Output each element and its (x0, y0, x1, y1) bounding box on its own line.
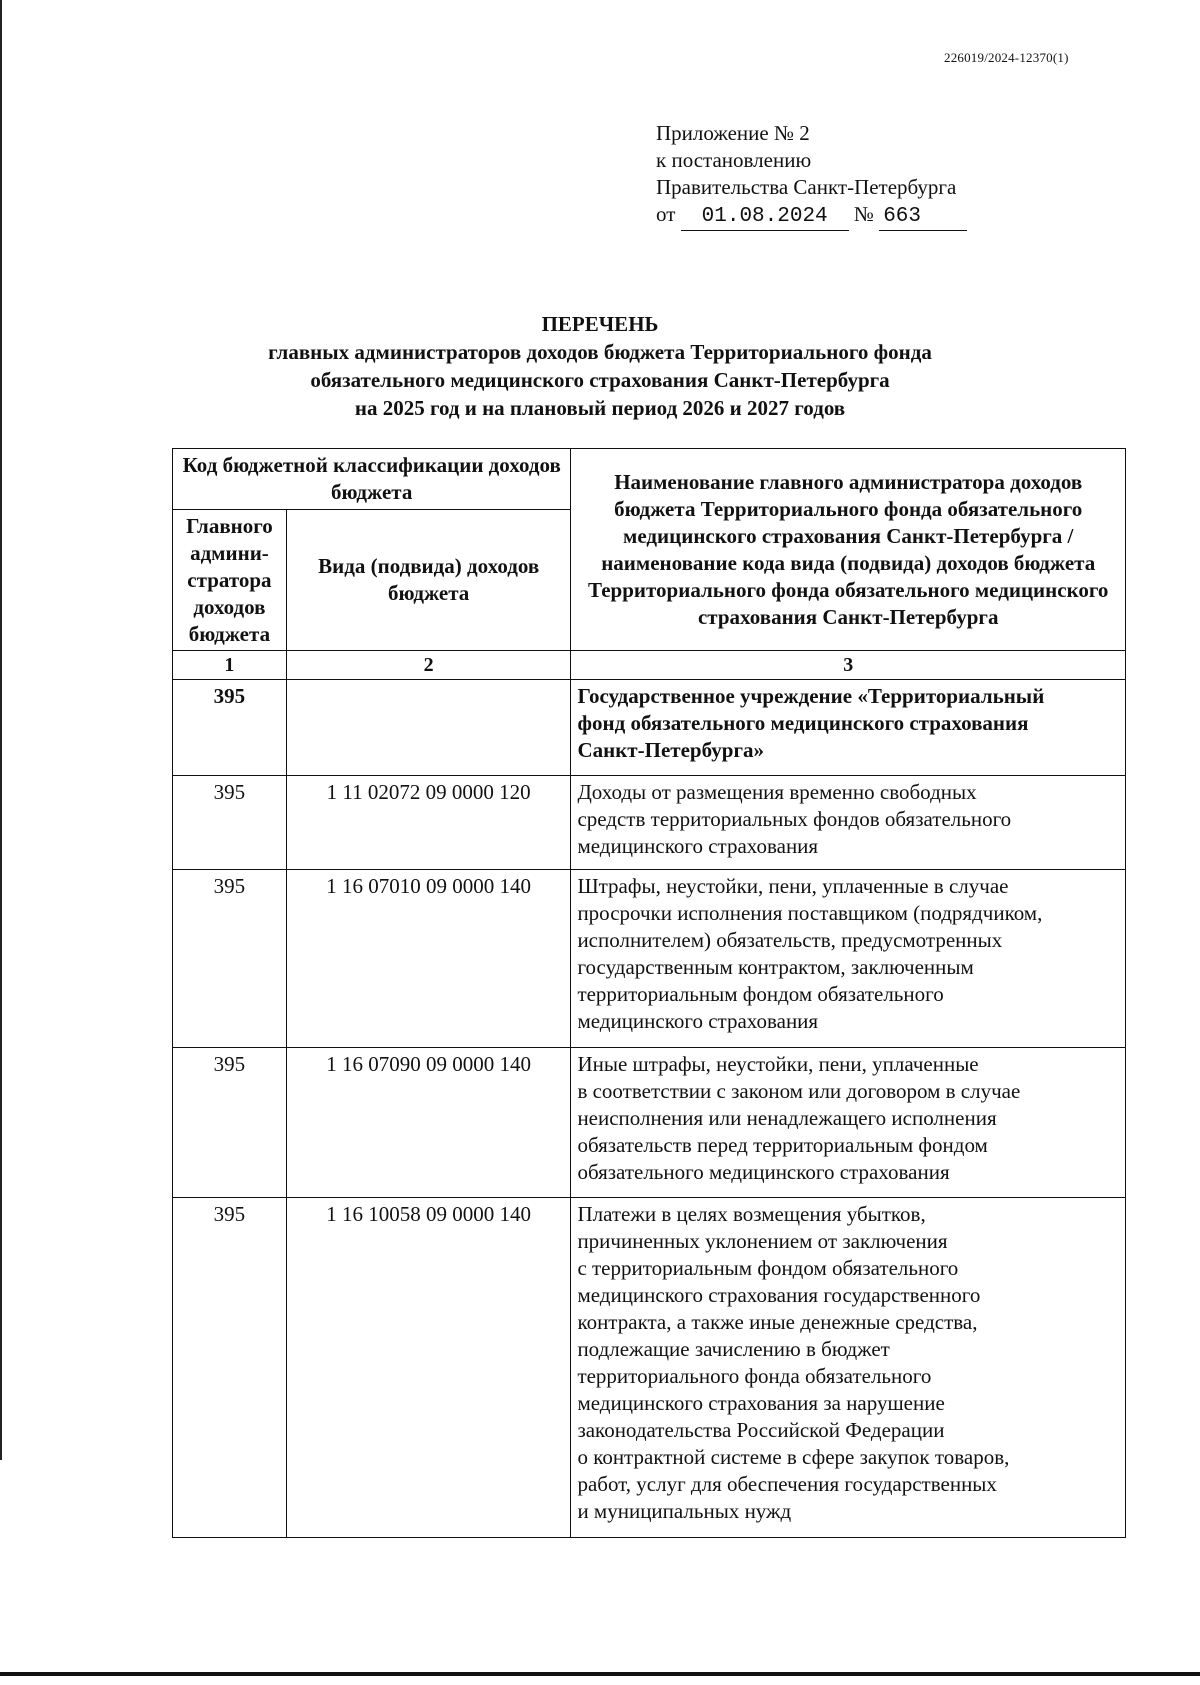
name-line: неисполнения или ненадлежащего исполнения (577, 1106, 997, 1130)
appendix-line-1: Приложение № 2 (656, 121, 810, 145)
name-line: медицинского страхования (577, 834, 819, 858)
name-line: медицинского страхования (577, 1009, 819, 1033)
name-line: работ, услуг для обеспечения государственных (577, 1472, 997, 1496)
title-line-3: обязательного медицинского страхования Санкт-Петербурга (310, 368, 890, 392)
name-line: с территориальным фондом обязательного (577, 1256, 959, 1280)
name-cell (571, 1048, 1126, 1198)
header-col-3: Наименование главного администратора доходов бюджета Территориального фонда обязательного медицинского страхования Санкт-Петербурга / наименование кода вида (подвида) доходов бюджета Территориального фонда обязательного медицинского страхования Санкт-Петербурга (571, 449, 1126, 651)
name-line: законодательства Российской Федерации (577, 1418, 945, 1442)
header-col-2: Вида (подвида) доходов бюджета (286, 510, 571, 651)
document-title (160, 310, 1040, 422)
name-line: исполнителем) обязательств, предусмотренных (577, 928, 1003, 952)
title-line-4: на 2025 год и на плановый период 2026 и 2027 годов (354, 396, 846, 420)
title-line-2: главных администраторов доходов бюджета Территориального фонда (268, 340, 932, 364)
name-line: просрочки исполнения поставщиком (подрядчиком, (577, 901, 1043, 925)
header-code-group: Код бюджетной классификации доходов бюджета (173, 449, 571, 510)
name-line: подлежащие зачислению в бюджет (577, 1337, 890, 1361)
appendix-line-2: к постановлению (656, 148, 812, 172)
name-cell (571, 776, 1126, 870)
appendix-block (656, 120, 967, 231)
name-cell (571, 870, 1126, 1048)
admin-code-cell: 395 (173, 870, 287, 1048)
name-line: контракта, а также иные денежные средства, (577, 1310, 978, 1334)
name-line: Иные штрафы, неустойки, пени, уплаченные (577, 1052, 979, 1076)
table-row (173, 776, 1126, 870)
document-reference-number: 226019/2024-12370(1) (944, 50, 1069, 65)
name-line: территориального фонда обязательного (577, 1364, 932, 1388)
name-line: фонд обязательного медицинского страхования (577, 711, 1029, 735)
scan-left-edge (0, 0, 2, 1460)
header-num-1: 1 (173, 651, 287, 680)
appendix-number: 663 (879, 203, 967, 231)
name-line: медицинского страхования за нарушение (577, 1391, 945, 1415)
appendix-line-3: Правительства Санкт-Петербурга (656, 175, 957, 199)
name-line: Санкт-Петербурга» (577, 738, 764, 762)
income-code-cell: 1 16 07010 09 0000 140 (286, 870, 571, 1048)
income-code-cell: 1 16 10058 09 0000 140 (286, 1198, 571, 1538)
table-row (173, 1048, 1126, 1198)
appendix-number-label: № (853, 202, 874, 226)
header-num-3: 3 (571, 651, 1126, 680)
table-row (173, 1198, 1126, 1538)
appendix-date-line (656, 201, 967, 231)
name-line: Штрафы, неустойки, пени, уплаченные в случае (577, 874, 1009, 898)
name-line: обязательств перед территориальным фондом (577, 1133, 988, 1157)
name-line: Доходы от размещения временно свободных (577, 780, 977, 804)
name-line: территориальным фондом обязательного (577, 982, 944, 1006)
name-line: причиненных уклонением от заключения (577, 1229, 948, 1253)
scan-bottom-edge (0, 1672, 1200, 1676)
header-col-1: Главного админи-стратора доходов бюджета (173, 510, 287, 651)
name-line: медицинского страхования государственного (577, 1283, 981, 1307)
name-line: средств территориальных фондов обязательного (577, 807, 1012, 831)
appendix-from-label: от (656, 202, 676, 226)
admin-code-cell: 395 (173, 1198, 287, 1538)
income-code-cell: 1 11 02072 09 0000 120 (286, 776, 571, 870)
income-code-cell (286, 680, 571, 776)
name-line: государственным контрактом, заключенным (577, 955, 974, 979)
name-line: Платежи в целях возмещения убытков, (577, 1202, 926, 1226)
admin-code-cell: 395 (173, 1048, 287, 1198)
table-body (173, 680, 1126, 1538)
name-line: Государственное учреждение «Территориальный (577, 684, 1045, 708)
name-cell (571, 680, 1126, 776)
name-line: и муниципальных нужд (577, 1499, 792, 1523)
header-num-2: 2 (286, 651, 571, 680)
table-row (173, 870, 1126, 1048)
budget-table (172, 448, 1126, 1538)
title-line-1: ПЕРЕЧЕНЬ (541, 312, 659, 336)
appendix-date: 01.08.2024 (681, 203, 849, 231)
name-line: обязательного медицинского страхования (577, 1160, 950, 1184)
admin-code-cell: 395 (173, 680, 287, 776)
name-line: о контрактной системе в сфере закупок товаров, (577, 1445, 1010, 1469)
admin-code-cell: 395 (173, 776, 287, 870)
table-row (173, 680, 1126, 776)
name-cell (571, 1198, 1126, 1538)
name-line: в соответствии с законом или договором в случае (577, 1079, 1021, 1103)
income-code-cell: 1 16 07090 09 0000 140 (286, 1048, 571, 1198)
